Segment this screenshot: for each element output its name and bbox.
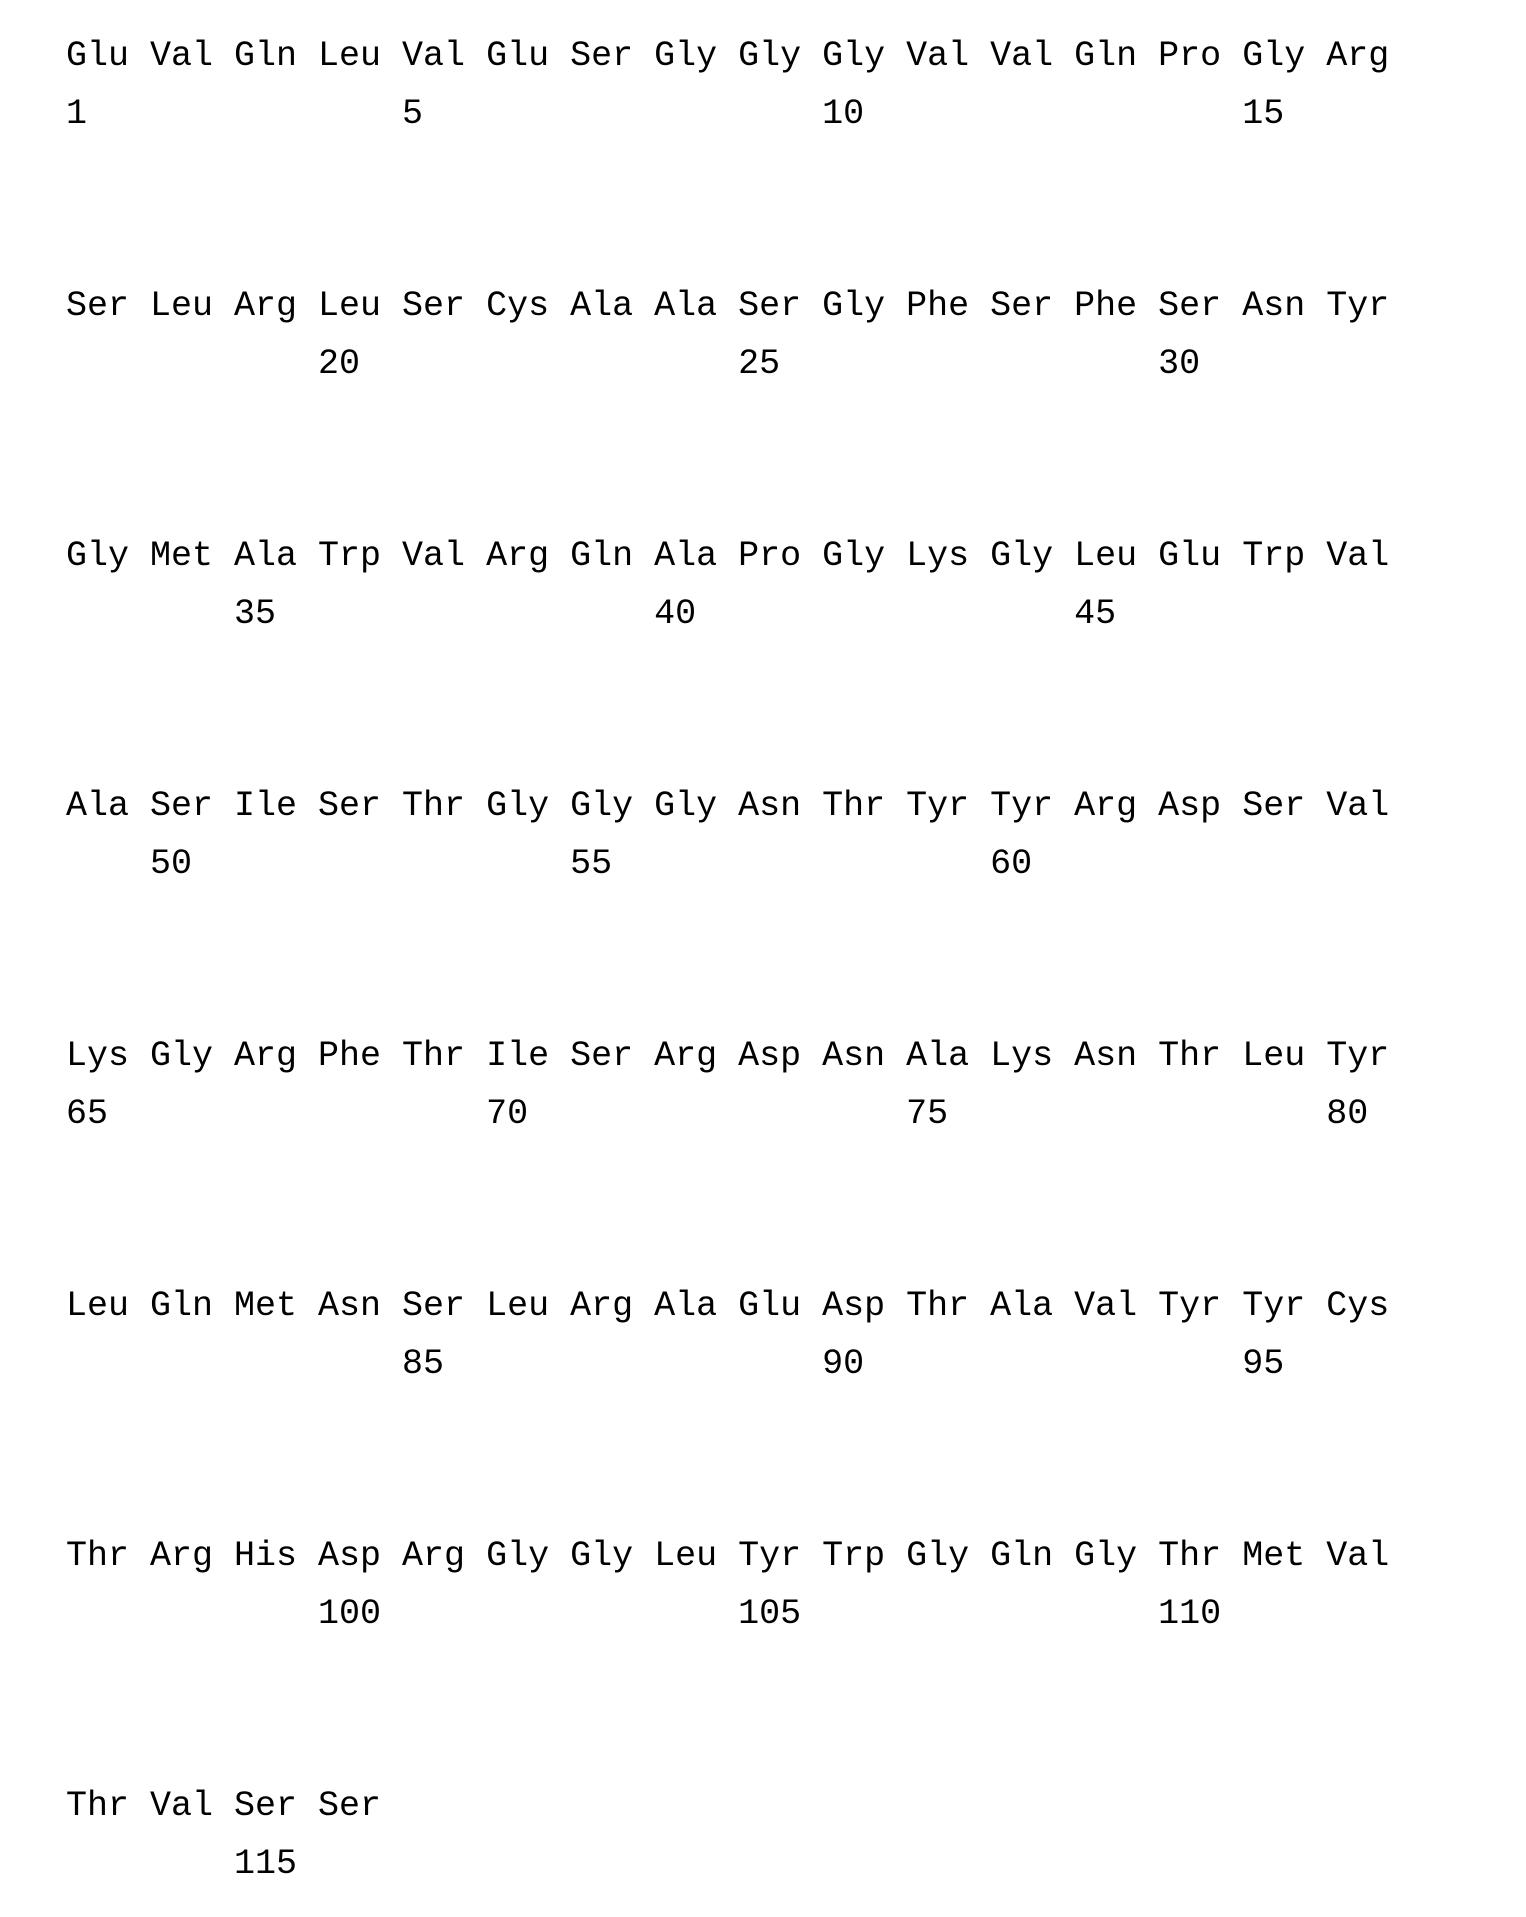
position-number-line: 85 90 95 (66, 1344, 1285, 1384)
residue-line: Glu Val Gln Leu Val Glu Ser Gly Gly Gly Val Val Gln Pro Gly Arg (66, 36, 1390, 76)
sequence-row (66, 284, 1526, 534)
sequence-row (66, 784, 1526, 1034)
sequence-row (66, 34, 1526, 284)
residue-line: Ser Leu Arg Leu Ser Cys Ala Ala Ser Gly Phe Ser Phe Ser Asn Tyr (66, 286, 1390, 326)
position-number-line: 50 55 60 (66, 844, 1033, 884)
position-number-line: 100 105 110 (66, 1594, 1222, 1634)
residue-line: Leu Gln Met Asn Ser Leu Arg Ala Glu Asp Thr Ala Val Tyr Tyr Cys (66, 1286, 1390, 1326)
residue-line: Thr Arg His Asp Arg Gly Gly Leu Tyr Trp Gly Gln Gly Thr Met Val (66, 1536, 1390, 1576)
position-number-line: 115 (66, 1844, 298, 1884)
position-number-line: 20 25 30 (66, 344, 1201, 384)
sequence-row (66, 1284, 1526, 1534)
sequence-listing (66, 34, 1526, 1886)
residue-line: Lys Gly Arg Phe Thr Ile Ser Arg Asp Asn Ala Lys Asn Thr Leu Tyr (66, 1036, 1390, 1076)
residue-line: Gly Met Ala Trp Val Arg Gln Ala Pro Gly Lys Gly Leu Glu Trp Val (66, 536, 1390, 576)
residue-line: Ala Ser Ile Ser Thr Gly Gly Gly Asn Thr Tyr Tyr Arg Asp Ser Val (66, 786, 1390, 826)
residue-line: Thr Val Ser Ser (66, 1786, 382, 1826)
sequence-row (66, 534, 1526, 784)
sequence-row (66, 1784, 1526, 1886)
sequence-row (66, 1034, 1526, 1284)
position-number-line: 1 5 10 15 (66, 94, 1285, 134)
position-number-line: 65 70 75 80 (66, 1094, 1369, 1134)
position-number-line: 35 40 45 (66, 594, 1117, 634)
sequence-row (66, 1534, 1526, 1784)
